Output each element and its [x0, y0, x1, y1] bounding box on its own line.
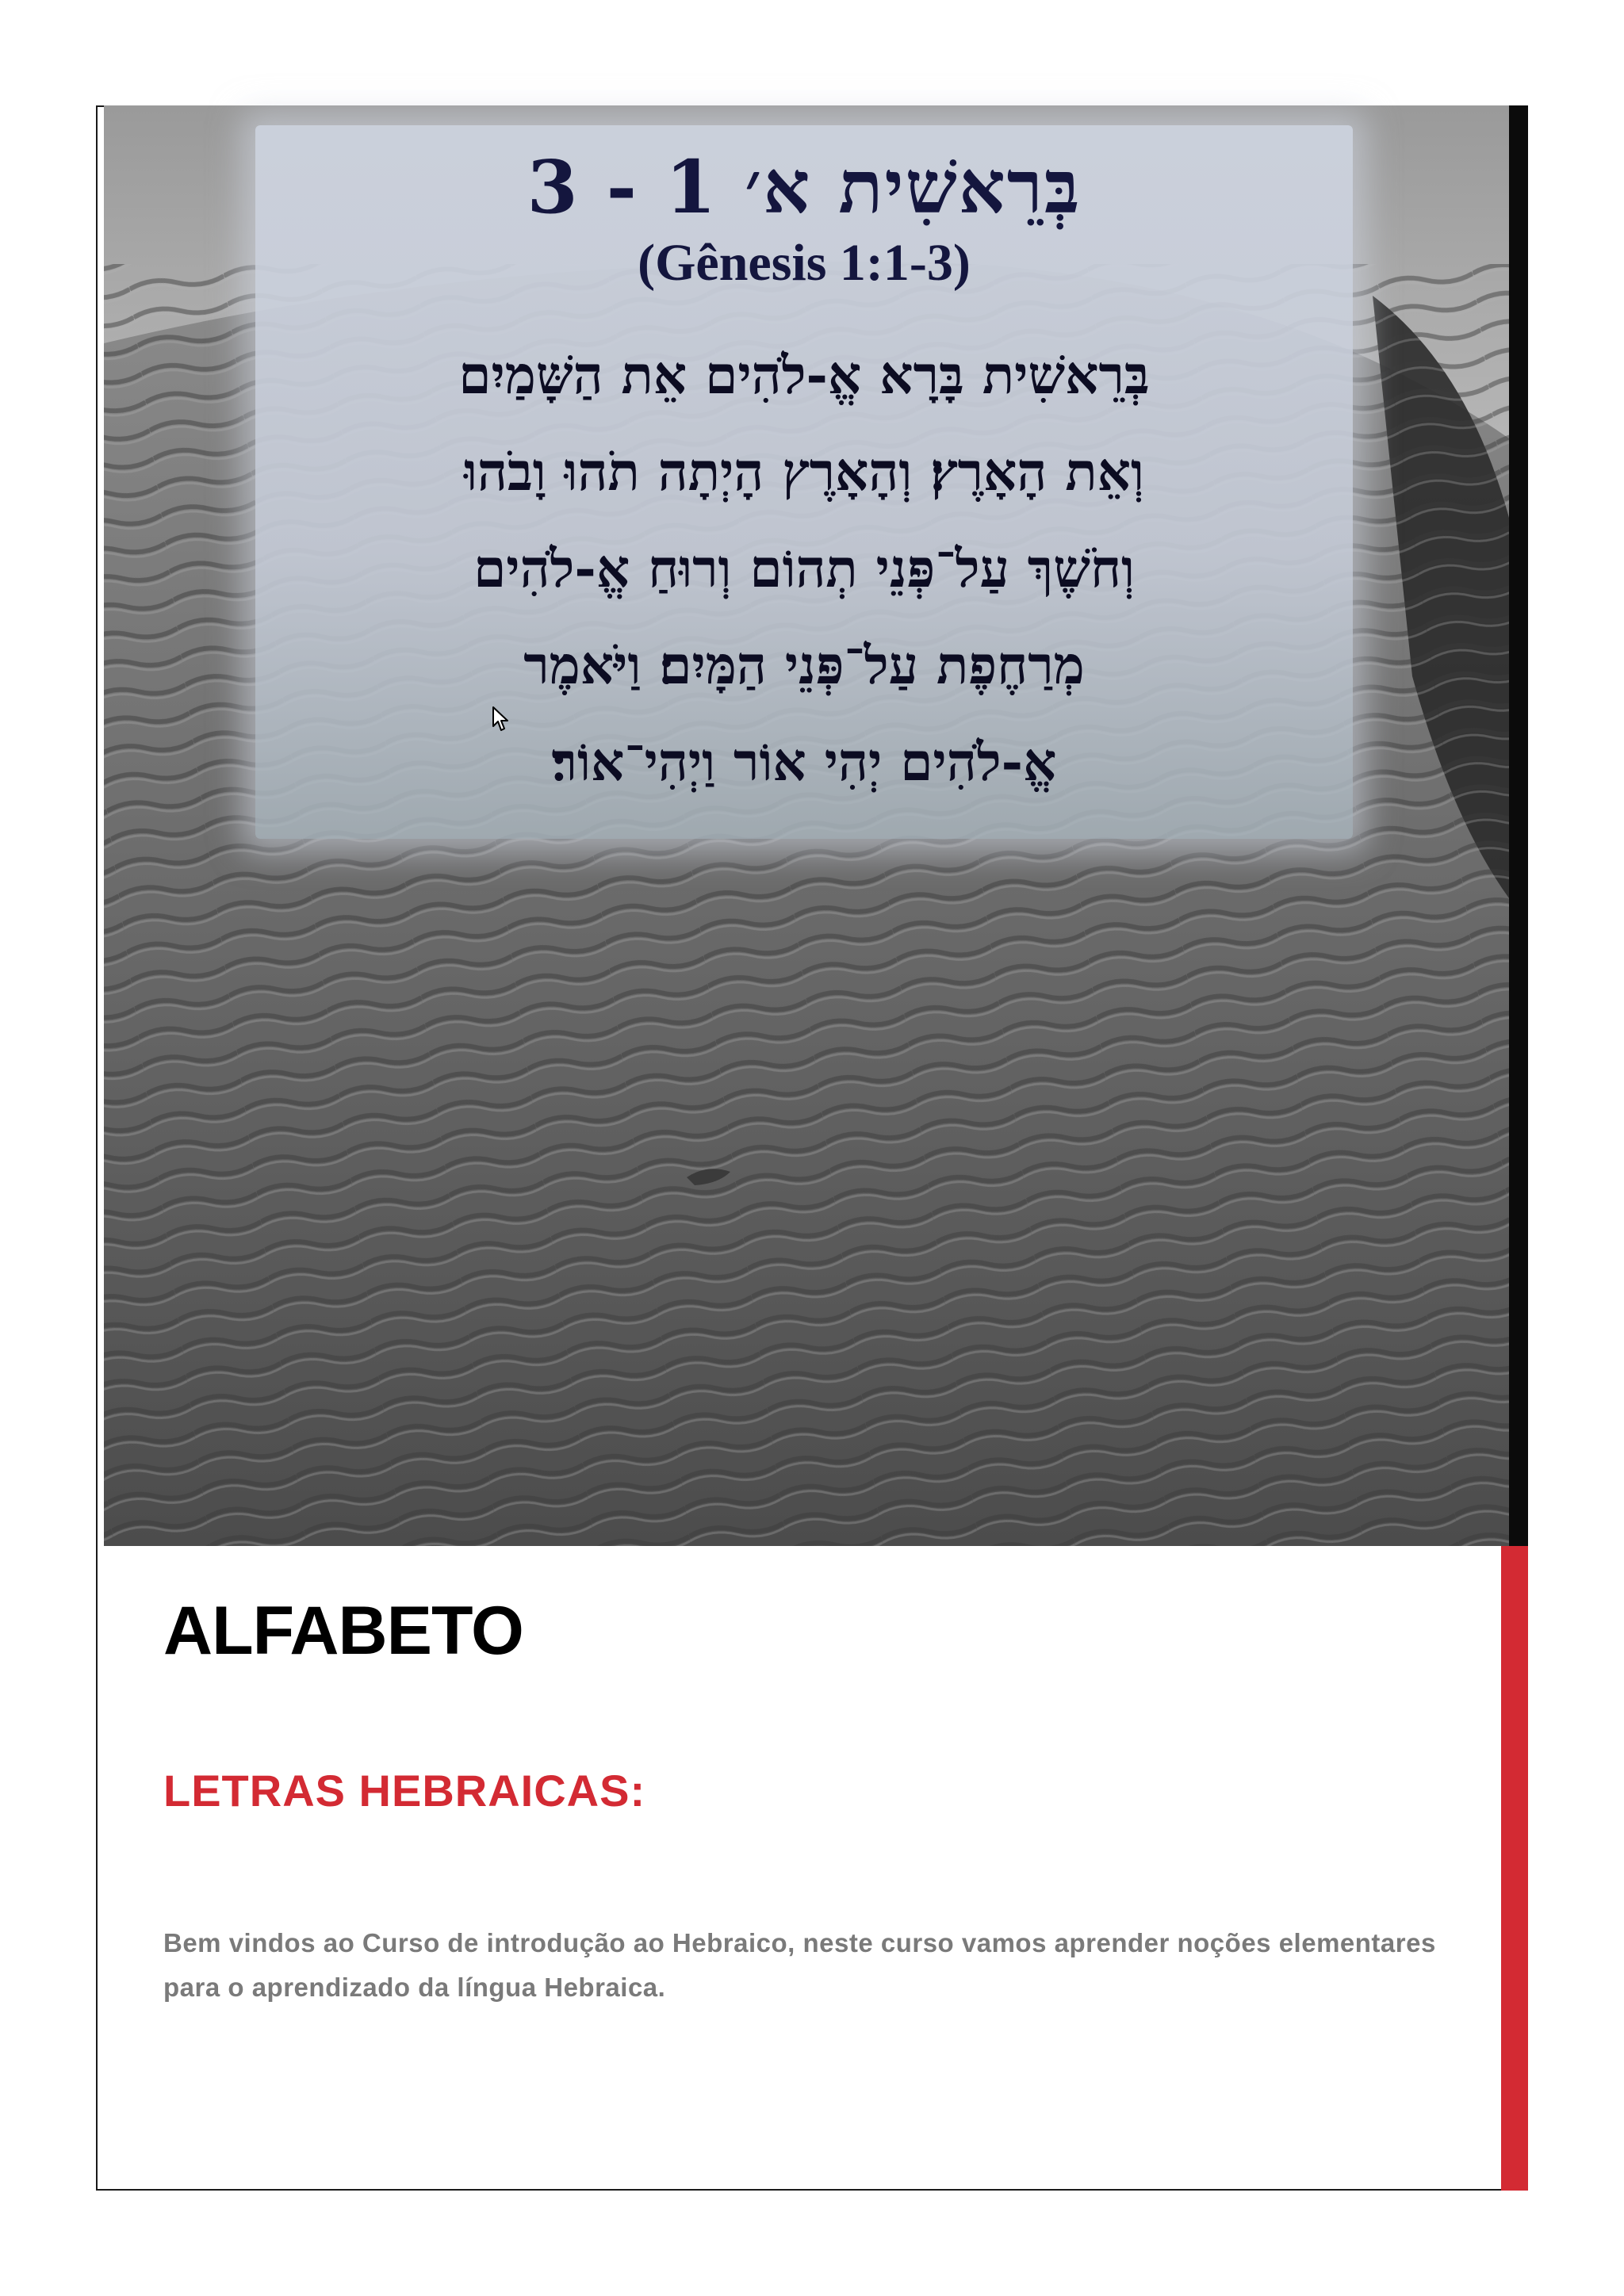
verse-line: מְרַחֶפֶת עַל־פְּנֵי הַמָּיִם׃ וַיֹּאמֶר	[523, 634, 1085, 696]
verse-reference: (Gênesis 1:1-3)	[638, 234, 971, 292]
mouse-cursor-icon	[492, 706, 511, 733]
verse-line: וְחֹשֶׁךְ עַל־פְּנֵי תְהוֹם וְרוּחַ אֱ-לֹהִים	[473, 538, 1135, 599]
verse-line: בְּרֵאשִׁית בָּרָא אֱ-לֹהִים אֵת הַשָּׁמַיִם	[458, 344, 1150, 406]
section-subtitle: LETRAS HEBRAICAS:	[163, 1766, 646, 1816]
black-edge	[1509, 105, 1528, 1546]
page-title: ALFABETO	[163, 1593, 523, 1669]
verse-title: בְּרֵאשִׁית א׳ 1 - 3	[527, 144, 1082, 230]
accent-red-bar	[1501, 1546, 1528, 2191]
verse-line: אֱ-לֹהִים יְהִי אוֹר וַיְהִי־אוֹר׃	[551, 731, 1057, 793]
verse-panel	[255, 125, 1353, 839]
intro-paragraph: Bem vindos ao Curso de introdução ao Hebraico, neste curso vamos aprender noções elementares para o aprendizado da língua Hebraica.	[163, 1928, 1436, 2002]
verse-line: וְאֵת הָאָרֶץ׃ וְהָאָרֶץ הָיְתָה תֹהוּ וָבֹהוּ	[464, 441, 1144, 503]
verse-lines	[255, 327, 1353, 810]
